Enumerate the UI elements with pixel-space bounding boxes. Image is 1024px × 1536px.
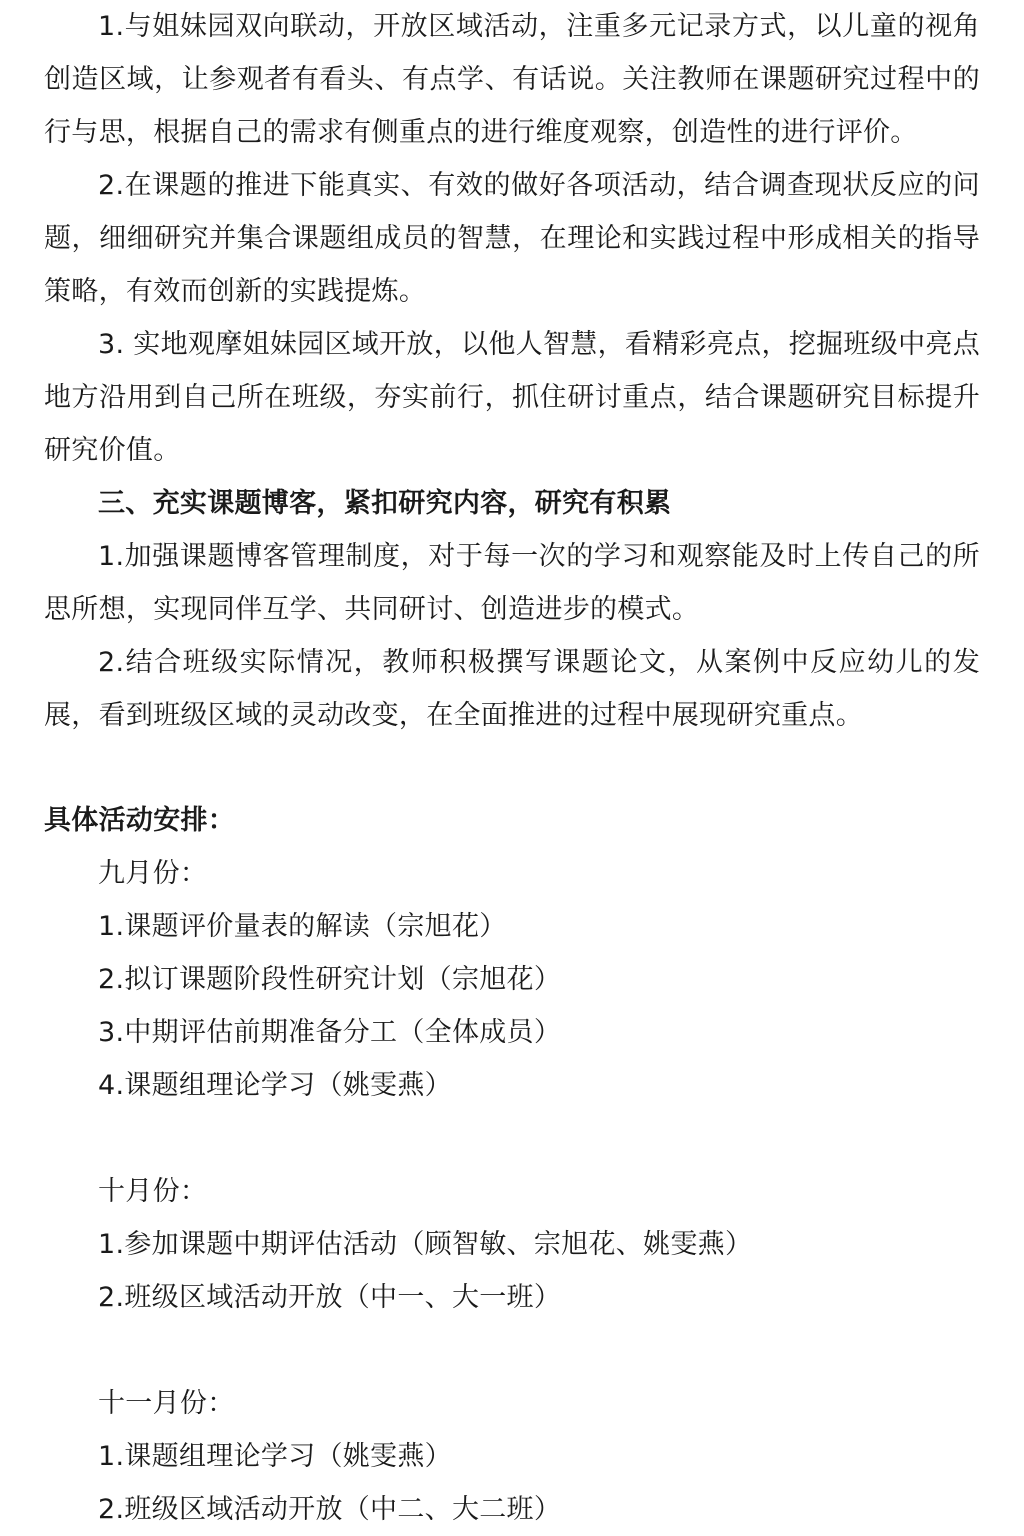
schedule-item: 1.参加课题中期评估活动（顾智敏、宗旭花、姚雯燕） <box>98 1229 753 1260</box>
schedule-item: 4.课题组理论学习（姚雯燕） <box>98 1070 452 1101</box>
section-3-paragraph-1: 1.加强课题博客管理制度，对于每一次的学习和观察能及时上传自己的所思所想，实现同伴互学、共同研讨、创造进步的模式。 <box>44 541 980 625</box>
schedule-november <box>44 1377 980 1536</box>
paragraph-3: 3. 实地观摩姐妹园区域开放，以他人智慧，看精彩亮点，挖掘班级中亮点地方沿用到自己所在班级，夯实前行，抓住研讨重点，结合课题研究目标提升研究价值。 <box>44 329 980 466</box>
schedule-september <box>44 847 980 1112</box>
paragraph-1: 1.与姐妹园双向联动，开放区域活动，注重多元记录方式，以儿童的视角创造区域，让参观者有看头、有点学、有话说。关注教师在课题研究过程中的行与思，根据自己的需求有侧重点的进行维度观察，创造性的进行评价。 <box>44 11 980 148</box>
schedule-item: 1.课题评价量表的解读（宗旭花） <box>98 911 507 942</box>
schedule-item: 2.班级区域活动开放（中二、大二班） <box>98 1494 562 1525</box>
section-3-paragraph-2: 2.结合班级实际情况，教师积极撰写课题论文，从案例中反应幼儿的发展，看到班级区域的灵动改变，在全面推进的过程中展现研究重点。 <box>44 647 980 731</box>
month-label: 十一月份： <box>98 1388 235 1419</box>
schedule-item: 1.课题组理论学习（姚雯燕） <box>98 1441 452 1472</box>
schedule-item: 3.中期评估前期准备分工（全体成员） <box>98 1017 562 1048</box>
month-label: 九月份： <box>98 858 208 889</box>
section-3-heading: 三、充实课题博客，紧扣研究内容，研究有积累 <box>98 488 672 519</box>
paragraph-2: 2.在课题的推进下能真实、有效的做好各项活动，结合调查现状反应的问题，细细研究并集合课题组成员的智慧，在理论和实践过程中形成相关的指导策略，有效而创新的实践提炼。 <box>44 170 980 307</box>
schedule-item: 2.拟订课题阶段性研究计划（宗旭花） <box>98 964 562 995</box>
schedule-october <box>44 1165 980 1324</box>
month-label: 十月份： <box>98 1176 208 1207</box>
schedule-item: 2.班级区域活动开放（中一、大一班） <box>98 1282 562 1313</box>
schedule-title: 具体活动安排： <box>44 805 236 836</box>
